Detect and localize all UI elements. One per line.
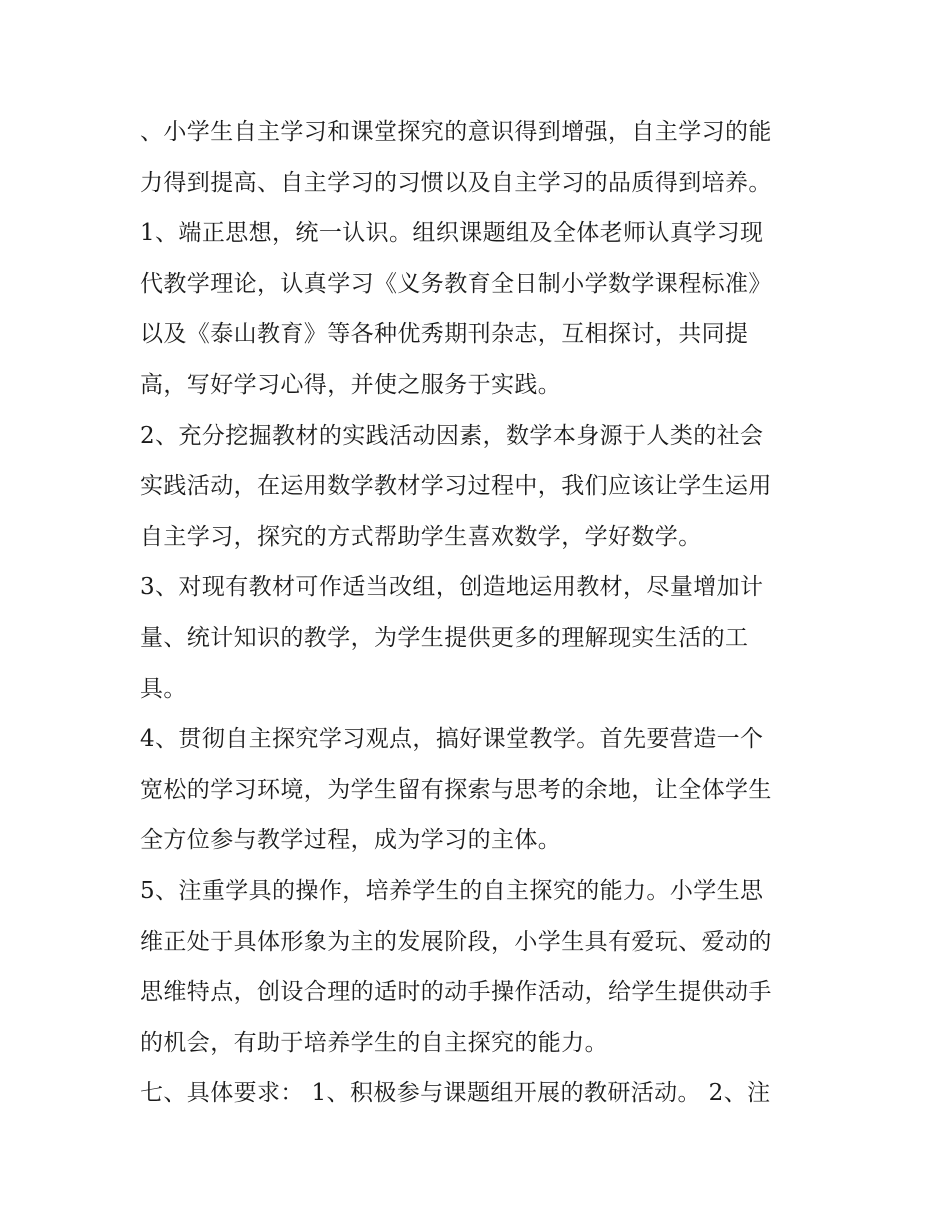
text-line-14: 宽松的学习环境，为学生留有探索与思考的余地，让全体学生 xyxy=(140,776,772,803)
text-line-7: 2、充分挖掘教材的实践活动因素，数学本身源于人类的社会 xyxy=(140,422,764,449)
text-line-13: 4、贯彻自主探究学习观点，搞好课堂教学。首先要营造一个 xyxy=(140,726,764,753)
text-line-18: 思维特点，创设合理的适时的动手操作活动，给学生提供动手 xyxy=(140,979,772,1006)
text-line-5: 以及《泰山教育》等各种优秀期刊杂志，互相探讨，共同提 xyxy=(140,321,749,348)
text-line-15: 全方位参与教学过程，成为学习的主体。 xyxy=(140,827,562,854)
text-line-4: 代教学理论，认真学习《义务教育全日制小学数学课程标准》 xyxy=(140,270,772,297)
text-line-11: 量、统计知识的教学，为学生提供更多的理解现实生活的工 xyxy=(140,624,749,651)
text-line-8: 实践活动，在运用数学教材学习过程中，我们应该让学生运用 xyxy=(140,473,772,500)
text-line-6: 高，写好学习心得，并使之服务于实践。 xyxy=(140,371,562,398)
text-line-20: 七、具体要求： 1、积极参与课题组开展的教研活动。 2、注 xyxy=(140,1080,771,1107)
text-line-16: 5、注重学具的操作，培养学生的自主探究的能力。小学生思 xyxy=(140,877,764,904)
text-line-10: 3、对现有教材可作适当改组，创造地运用教材，尽量增加计 xyxy=(140,574,764,601)
text-line-9: 自主学习，探究的方式帮助学生喜欢数学，学好数学。 xyxy=(140,523,702,550)
text-line-1: 、小学生自主学习和课堂探究的意识得到增强，自主学习的能 xyxy=(140,119,772,145)
text-line-17: 维正处于具体形象为主的发展阶段，小学生具有爱玩、爱动的 xyxy=(140,928,772,955)
text-line-12: 具。 xyxy=(140,675,187,702)
text-line-2: 力得到提高、自主学习的习惯以及自主学习的品质得到培养。 xyxy=(140,169,772,196)
document-page xyxy=(140,107,820,1119)
text-line-3: 1、端正思想，统一认识。组织课题组及全体老师认真学习现 xyxy=(140,220,764,247)
text-line-19: 的机会，有助于培养学生的自主探究的能力。 xyxy=(140,1029,608,1056)
